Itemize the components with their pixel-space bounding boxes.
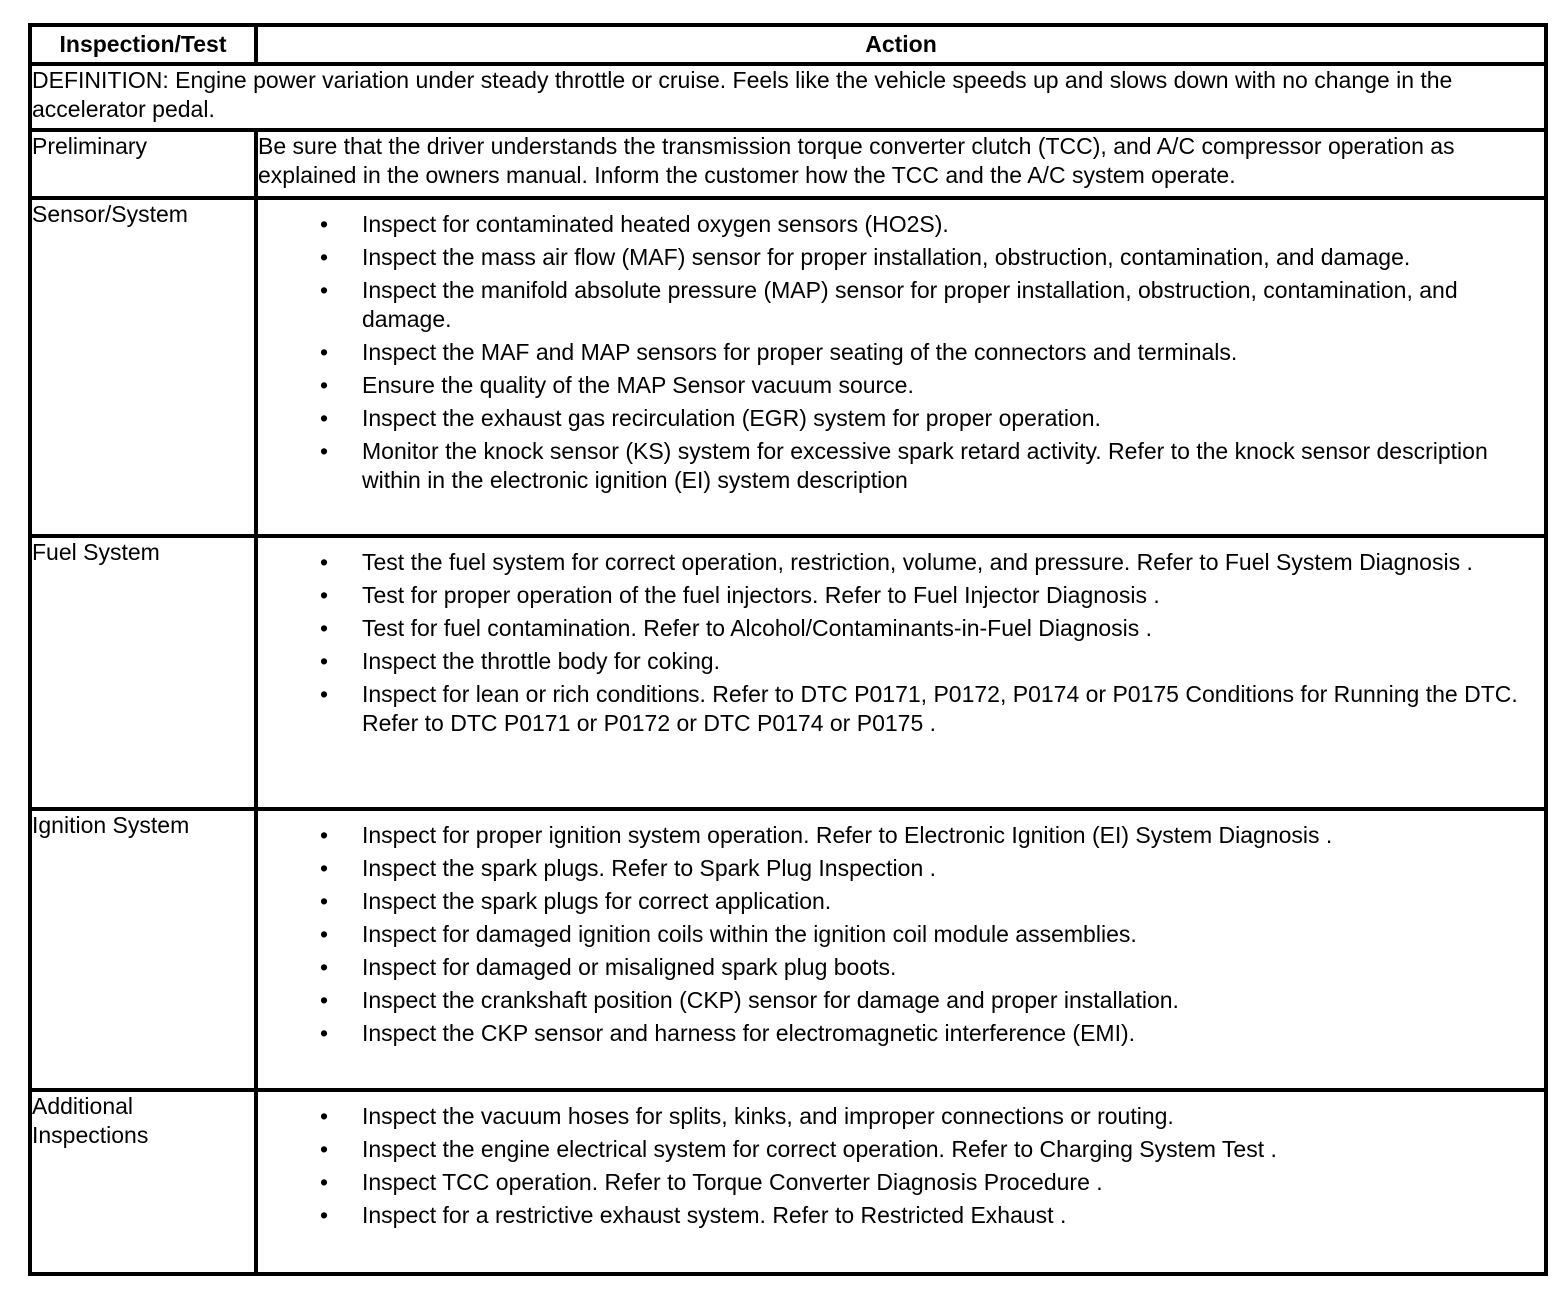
list-item <box>258 887 1524 916</box>
list-item-text: Inspect TCC operation. Refer to Torque Converter Diagnosis Procedure . <box>362 1169 1103 1195</box>
bullet-icon: • <box>319 405 329 431</box>
list-item <box>258 437 1524 495</box>
list-item <box>258 821 1524 850</box>
list-item-text: Inspect the mass air flow (MAF) sensor for proper installation, obstruction, contamination, and damage. <box>362 244 1411 270</box>
header-action: Action <box>256 25 1546 64</box>
additional-inspections-actions <box>256 1090 1546 1274</box>
header-row <box>30 25 1546 64</box>
ignition-system-actions <box>256 809 1546 1090</box>
list-item <box>258 243 1524 272</box>
list-item-text: Inspect the exhaust gas recirculation (EGR) system for proper operation. <box>362 405 1101 431</box>
bullet-icon: • <box>319 438 329 464</box>
bullet-icon: • <box>319 888 329 914</box>
list-item <box>258 338 1524 367</box>
header-inspection-test: Inspection/Test <box>30 25 256 64</box>
list-item-text: Inspect the crankshaft position (CKP) sensor for damage and proper installation. <box>362 987 1179 1013</box>
ignition-system-row <box>30 809 1546 1090</box>
list-item-text: Inspect the vacuum hoses for splits, kinks, and improper connections or routing. <box>362 1103 1174 1129</box>
list-item-text: Test for proper operation of the fuel injectors. Refer to Fuel Injector Diagnosis . <box>362 582 1160 608</box>
list-item-text: Inspect for contaminated heated oxygen sensors (HO2S). <box>362 211 949 237</box>
bullet-icon: • <box>319 244 329 270</box>
list-item-text: Monitor the knock sensor (KS) system for excessive spark retard activity. Refer to the knock sensor description within in the electronic ignition (EI) system description <box>362 438 1488 493</box>
list-item <box>258 614 1524 643</box>
list-item-text: Inspect the MAF and MAP sensors for proper seating of the connectors and terminals. <box>362 339 1238 365</box>
list-item-text: Inspect the CKP sensor and harness for electromagnetic interference (EMI). <box>362 1020 1136 1046</box>
list-item-text: Test for fuel contamination. Refer to Alcohol/Contaminants-in-Fuel Diagnosis . <box>362 615 1153 641</box>
list-item <box>258 986 1524 1015</box>
list-item <box>258 1168 1524 1197</box>
bullet-icon: • <box>319 549 329 575</box>
sensor-system-list <box>258 200 1544 495</box>
list-item-text: Inspect for proper ignition system operation. Refer to Electronic Ignition (EI) System Diagnosis . <box>362 822 1333 848</box>
bullet-icon: • <box>319 1202 329 1228</box>
list-item <box>258 548 1524 577</box>
list-item-text: Inspect for damaged or misaligned spark plug boots. <box>362 954 897 980</box>
fuel-system-label: Fuel System <box>30 536 256 809</box>
list-item-text: Inspect for lean or rich conditions. Refer to DTC P0171, P0172, P0174 or P0175 Conditions for Running the DTC. Refer to DTC P0171 or P0172 or DTC P0174 or P0175 . <box>362 681 1518 736</box>
bullet-icon: • <box>319 855 329 881</box>
additional-inspections-list <box>258 1092 1544 1230</box>
bullet-icon: • <box>319 1169 329 1195</box>
list-item <box>258 1102 1524 1131</box>
ignition-system-label: Ignition System <box>30 809 256 1090</box>
bullet-icon: • <box>319 1136 329 1162</box>
list-item <box>258 647 1524 676</box>
fuel-system-actions <box>256 536 1546 809</box>
list-item <box>258 210 1524 239</box>
list-item-text: Inspect the spark plugs. Refer to Spark Plug Inspection . <box>362 855 937 881</box>
preliminary-text: Be sure that the driver understands the transmission torque converter clutch (TCC), and A/C compressor operation as explained in the owners manual. Inform the customer how the TCC and the A/C system operate. <box>256 130 1546 198</box>
list-item <box>258 371 1524 400</box>
definition-row <box>30 64 1546 130</box>
additional-inspections-row <box>30 1090 1546 1274</box>
bullet-icon: • <box>319 582 329 608</box>
list-item <box>258 680 1524 738</box>
list-item-text: Inspect for a restrictive exhaust system. Refer to Restricted Exhaust . <box>362 1202 1067 1228</box>
list-item <box>258 953 1524 982</box>
list-item-text: Inspect the spark plugs for correct application. <box>362 888 832 914</box>
list-item-text: Inspect the manifold absolute pressure (MAP) sensor for proper installation, obstruction, contamination, and damage. <box>362 277 1458 332</box>
additional-label-line1: Additional <box>32 1093 134 1119</box>
bullet-icon: • <box>319 987 329 1013</box>
bullet-icon: • <box>319 822 329 848</box>
additional-label-line2: Inspections <box>32 1122 149 1148</box>
list-item <box>258 404 1524 433</box>
list-item-text: Test the fuel system for correct operation, restriction, volume, and pressure. Refer to Fuel System Diagnosis . <box>362 549 1473 575</box>
preliminary-row <box>30 130 1546 198</box>
bullet-icon: • <box>319 211 329 237</box>
bullet-icon: • <box>319 1020 329 1046</box>
sensor-system-row <box>30 198 1546 536</box>
bullet-icon: • <box>319 921 329 947</box>
bullet-icon: • <box>319 372 329 398</box>
bullet-icon: • <box>319 681 329 707</box>
list-item <box>258 920 1524 949</box>
bullet-icon: • <box>319 1103 329 1129</box>
bullet-icon: • <box>319 954 329 980</box>
additional-inspections-label <box>30 1090 256 1274</box>
fuel-system-row <box>30 536 1546 809</box>
list-item <box>258 581 1524 610</box>
bullet-icon: • <box>319 648 329 674</box>
diagnostic-table <box>28 23 1548 1276</box>
list-item <box>258 1019 1524 1048</box>
sensor-system-label: Sensor/System <box>30 198 256 536</box>
definition-text: DEFINITION: Engine power variation under steady throttle or cruise. Feels like the vehicle speeds up and slows down with no change in the accelerator pedal. <box>30 64 1546 130</box>
list-item <box>258 1201 1524 1230</box>
list-item <box>258 276 1524 334</box>
ignition-system-list <box>258 811 1544 1048</box>
list-item-text: Ensure the quality of the MAP Sensor vacuum source. <box>362 372 914 398</box>
bullet-icon: • <box>319 339 329 365</box>
list-item-text: Inspect for damaged ignition coils within the ignition coil module assemblies. <box>362 921 1137 947</box>
list-item-text: Inspect the throttle body for coking. <box>362 648 720 674</box>
preliminary-label: Preliminary <box>30 130 256 198</box>
sensor-system-actions <box>256 198 1546 536</box>
list-item <box>258 854 1524 883</box>
fuel-system-list <box>258 538 1544 738</box>
bullet-icon: • <box>319 277 329 303</box>
list-item-text: Inspect the engine electrical system for correct operation. Refer to Charging System Test . <box>362 1136 1277 1162</box>
bullet-icon: • <box>319 615 329 641</box>
list-item <box>258 1135 1524 1164</box>
